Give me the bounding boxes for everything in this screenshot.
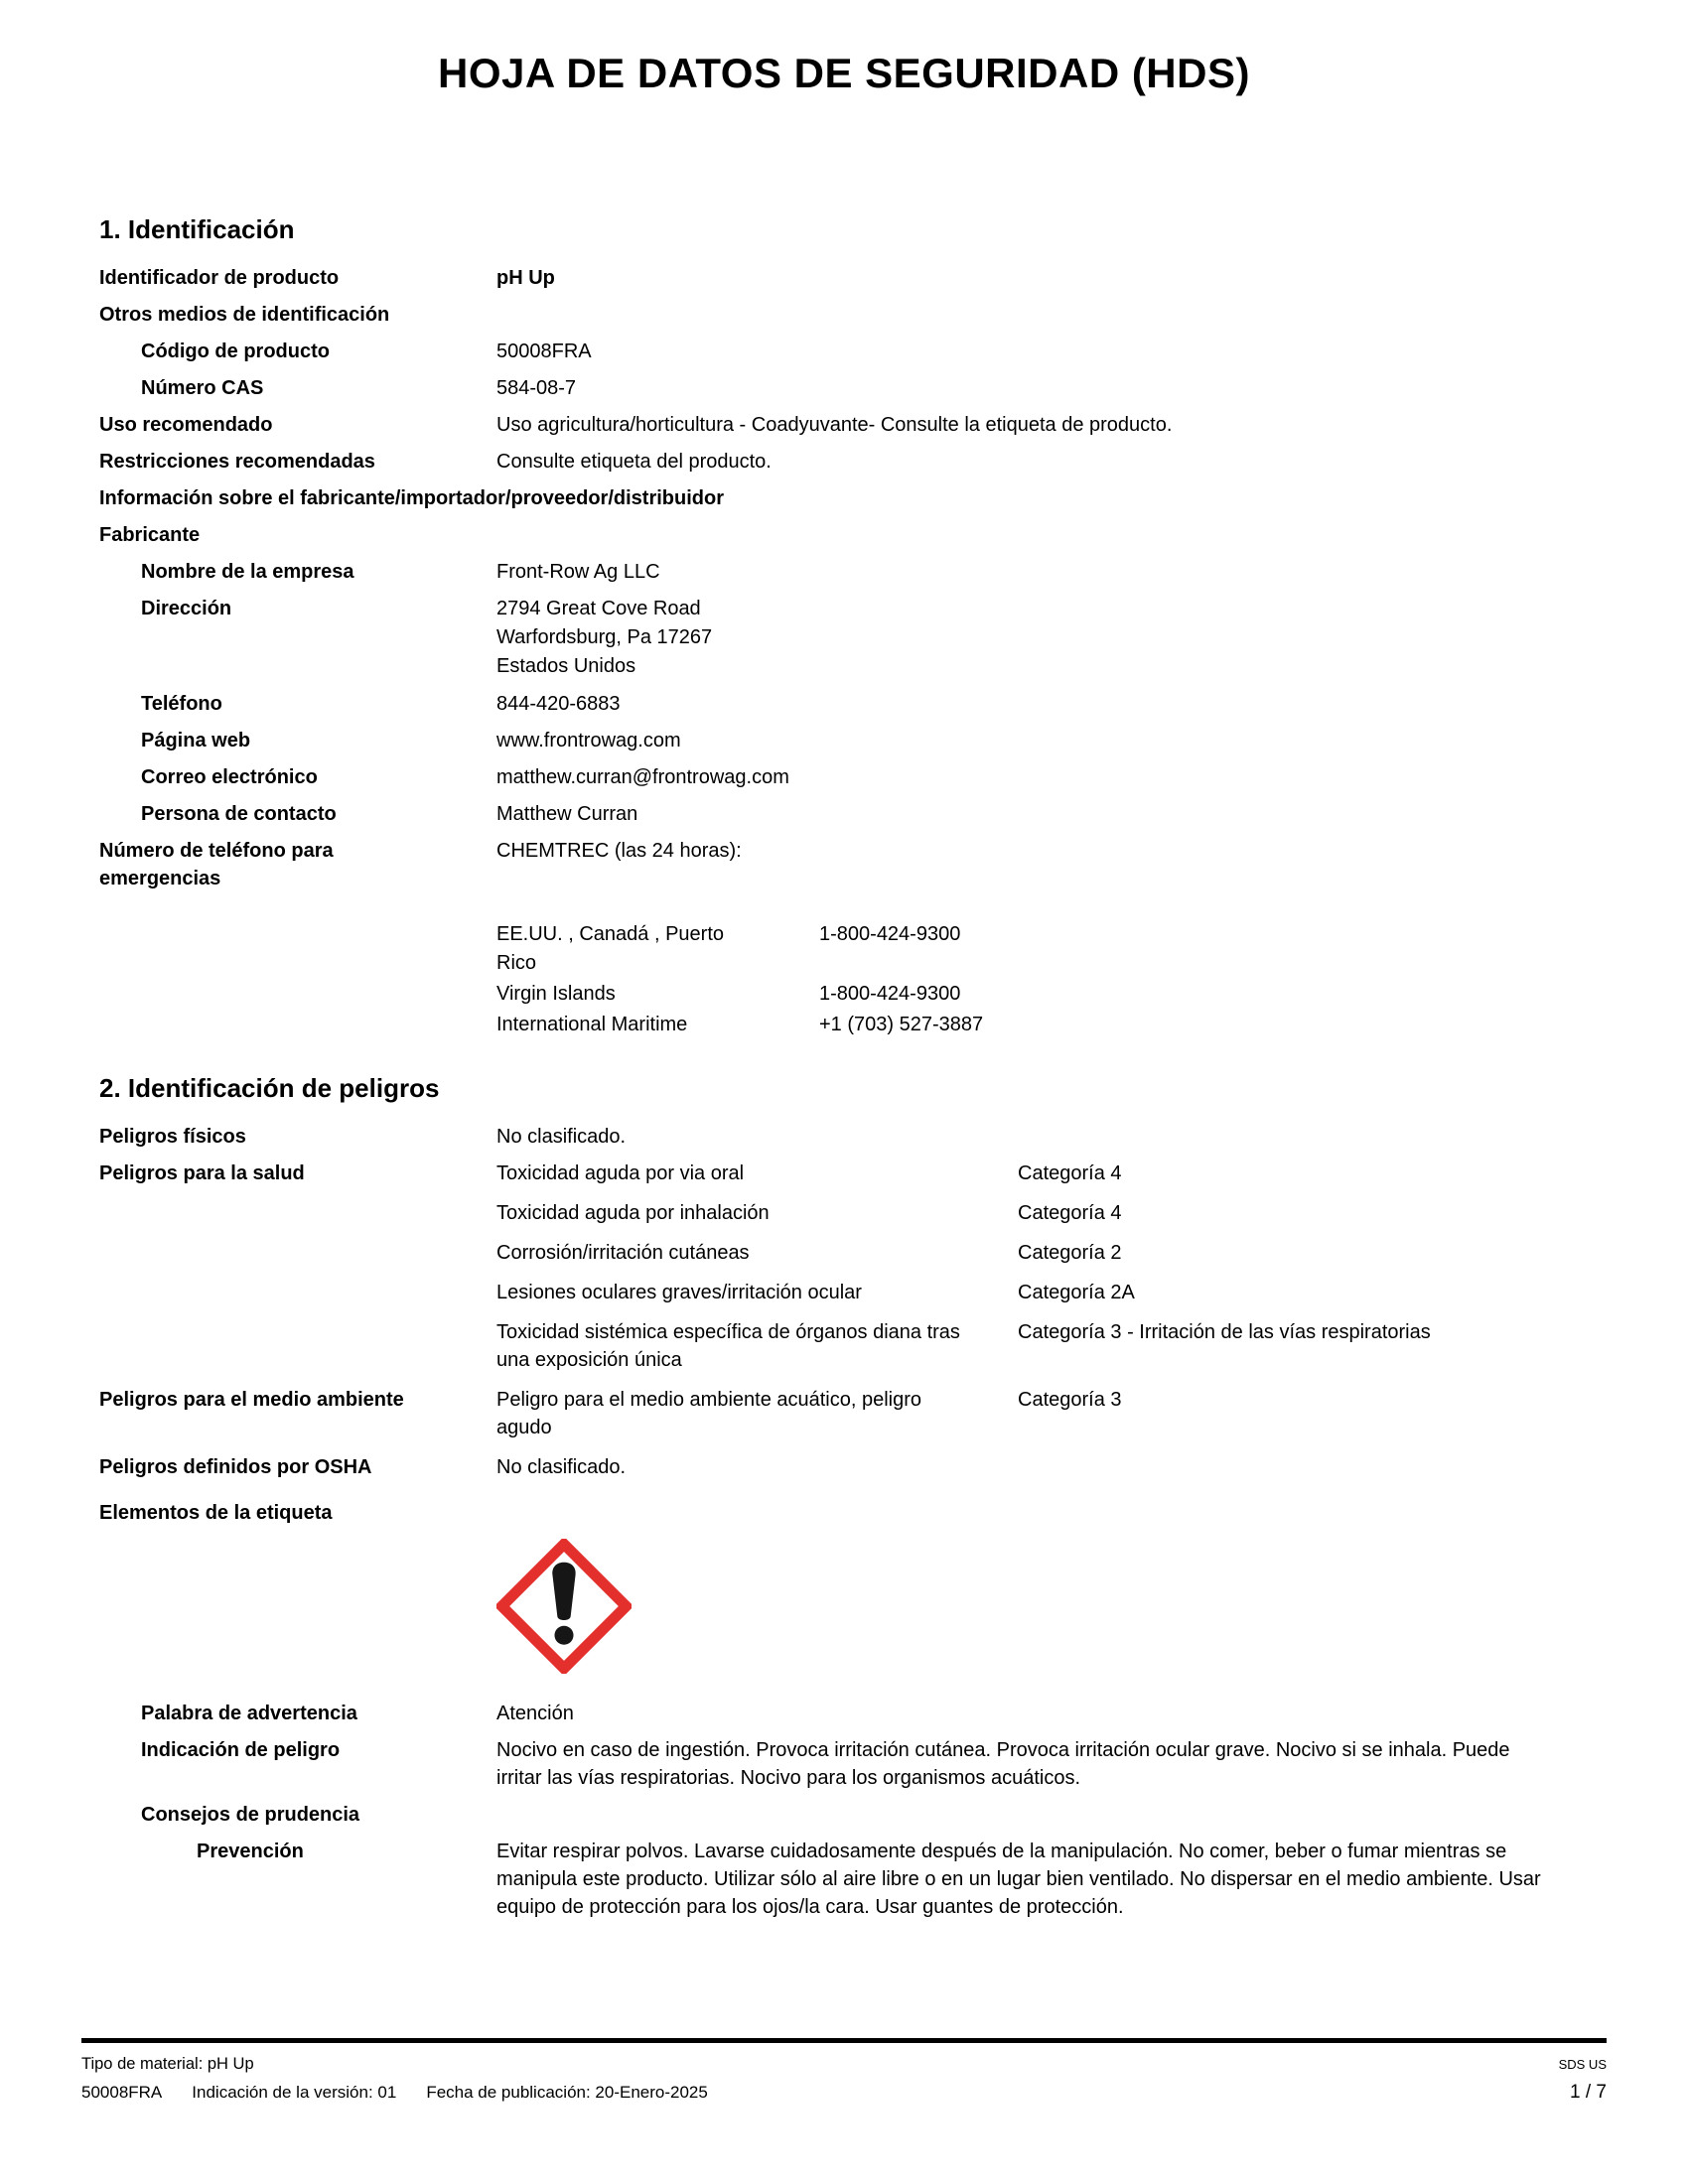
hazard-category: Categoría 4 [1018, 1202, 1122, 1224]
physical-hazards-row [99, 1123, 1589, 1151]
material-type: Tipo de material: pH Up [81, 2055, 254, 2073]
field-label: Persona de contacto [141, 803, 337, 825]
sds-region: SDS US [1558, 2057, 1607, 2072]
hazard-category: Categoría 4 [1018, 1162, 1122, 1184]
field-label: Restricciones recomendadas [99, 451, 375, 473]
ghs07-exclamation-mark-icon [496, 1539, 632, 1674]
emergency-region: International Maritime [496, 1014, 688, 1035]
hazard-statement-row [99, 1736, 1589, 1792]
restrictions-value: Consulte etiqueta del producto. [496, 451, 772, 473]
field-label: Peligros físicos [99, 1126, 246, 1148]
footer-version: Indicación de la versión: 01 [192, 2083, 397, 2102]
contact-person-row [99, 800, 1589, 828]
emergency-number: 1-800-424-9300 [819, 923, 961, 945]
page-footer [81, 2038, 1607, 2104]
emergency-number: +1 (703) 527-3887 [819, 1014, 984, 1035]
emergency-entry [496, 980, 1589, 1009]
cas-number-value: 584-08-7 [496, 377, 577, 399]
address-line: Estados Unidos [496, 655, 636, 677]
exclamation-dot [554, 1626, 573, 1645]
field-label: Correo electrónico [141, 766, 318, 788]
health-hazard-row [99, 1199, 1589, 1227]
field-label: Código de producto [141, 341, 330, 362]
section-2-heading: 2. Identificación de peligros [99, 1073, 440, 1103]
precautionary-group-label: Consejos de prudencia [141, 1804, 360, 1826]
health-hazard-row [99, 1279, 1589, 1306]
page-title: HOJA DE DATOS DE SEGURIDAD (HDS) [438, 50, 1250, 96]
hazard-category: Categoría 2A [1018, 1282, 1135, 1303]
field-label: Indicación de peligro [141, 1739, 341, 1761]
product-identifier-value: pH Up [496, 267, 555, 289]
address-line: Warfordsburg, Pa 17267 [496, 626, 713, 648]
prevention-row [99, 1838, 1589, 1921]
field-label: Peligros para la salud [99, 1162, 305, 1184]
pictogram-row [99, 1539, 1589, 1674]
website-value: www.frontrowag.com [496, 730, 681, 751]
restrictions-row [99, 448, 1589, 476]
address-row [99, 595, 1589, 681]
footer-rule [81, 2038, 1607, 2043]
recommended-use-row [99, 411, 1589, 439]
field-label: Palabra de advertencia [141, 1703, 357, 1724]
prevention-value: Evitar respirar polvos. Lavarse cuidadosamente después de la manipulación. No comer, beber o fumar mientras se manipula este producto. Utilizar sólo al aire libre o en un lugar bien ventilado. No dispersar en el medio ambiente. Usar equipo de protección para los ojos/la cara. Usar guantes de protección. [496, 1841, 1541, 1918]
environmental-hazard-row [99, 1386, 1589, 1441]
field-label: Peligros definidos por OSHA [99, 1456, 372, 1478]
emergency-phone-value: CHEMTREC (las 24 horas): [496, 840, 742, 862]
emergency-region: Virgin Islands [496, 983, 616, 1005]
company-name-row [99, 558, 1589, 586]
emergency-phone-entries [496, 920, 1589, 1039]
emergency-region: EE.UU. , Canadá , Puerto Rico [496, 923, 725, 974]
cas-number-row [99, 374, 1589, 402]
section-1-heading: 1. Identificación [99, 214, 295, 244]
signal-word-value: Atención [496, 1703, 574, 1724]
field-label: Nombre de la empresa [141, 561, 354, 583]
osha-hazards-row [99, 1453, 1589, 1481]
physical-hazards-value: No clasificado. [496, 1126, 627, 1148]
field-label: Página web [141, 730, 251, 751]
section-hazards [99, 1073, 1589, 1921]
hazard-category: Categoría 3 - Irritación de las vías respiratorias [1018, 1321, 1431, 1343]
field-label: Teléfono [141, 693, 222, 715]
company-name-value: Front-Row Ag LLC [496, 561, 660, 583]
hazard-category: Categoría 2 [1018, 1242, 1122, 1264]
signal-word-row [99, 1700, 1589, 1727]
hazard-class: Corrosión/irritación cutáneas [496, 1242, 750, 1264]
phone-value: 844-420-6883 [496, 693, 621, 715]
field-label: Uso recomendado [99, 414, 273, 436]
footer-publication-date: Fecha de publicación: 20-Enero-2025 [426, 2083, 708, 2102]
footer-meta [81, 2082, 708, 2104]
email-value: matthew.curran@frontrowag.com [496, 766, 789, 788]
footer-line-1 [81, 2054, 1607, 2075]
footer-product-code: 50008FRA [81, 2083, 163, 2102]
label-elements-group-label: Elementos de la etiqueta [99, 1502, 333, 1524]
field-label: Identificador de producto [99, 267, 340, 289]
hazard-class: Toxicidad sistémica específica de órganos diana tras una exposición única [496, 1321, 960, 1371]
page-number: 1 / 7 [1570, 2082, 1607, 2103]
field-label: Peligros para el medio ambiente [99, 1389, 404, 1411]
recommended-use-value: Uso agricultura/horticultura - Coadyuvante- Consulte la etiqueta de producto. [496, 414, 1173, 436]
other-id-group-label: Otros medios de identificación [99, 304, 390, 326]
emergency-phone-row [99, 837, 1589, 892]
field-label: Número de teléfono para emergencias [99, 840, 334, 889]
emergency-entry [496, 1011, 1589, 1039]
field-label: Dirección [141, 598, 232, 619]
emergency-number: 1-800-424-9300 [819, 983, 961, 1005]
emergency-entry [496, 920, 1589, 978]
address-line: 2794 Great Cove Road [496, 598, 701, 619]
hazard-category: Categoría 3 [1018, 1389, 1122, 1411]
health-hazard-row [99, 1239, 1589, 1267]
website-row [99, 727, 1589, 754]
phone-row [99, 690, 1589, 718]
footer-line-2 [81, 2082, 1607, 2104]
health-hazard-row [99, 1318, 1589, 1374]
health-hazard-row [99, 1160, 1589, 1187]
field-label: Prevención [197, 1841, 304, 1862]
document-content [99, 0, 1589, 1930]
product-code-row [99, 338, 1589, 365]
address-value [496, 595, 1549, 681]
email-row [99, 763, 1589, 791]
hazard-class: Peligro para el medio ambiente acuático, peligro agudo [496, 1389, 922, 1438]
hazard-class: Toxicidad aguda por inhalación [496, 1202, 770, 1224]
field-label: Número CAS [141, 377, 264, 399]
hazard-class: Toxicidad aguda por via oral [496, 1162, 745, 1184]
contact-person-value: Matthew Curran [496, 803, 638, 825]
product-code-value: 50008FRA [496, 341, 592, 362]
manufacturer-group-label: Fabricante [99, 524, 201, 546]
section-identification [99, 214, 1589, 1039]
hazard-class: Lesiones oculares graves/irritación ocular [496, 1282, 862, 1303]
hazard-statement-value: Nocivo en caso de ingestión. Provoca irritación cutánea. Provoca irritación ocular grave. Nocivo si se inhala. Puede irritar las vías respiratorias. Nocivo para los organismos acuáticos. [496, 1739, 1510, 1789]
osha-hazards-value: No clasificado. [496, 1456, 627, 1478]
supplier-info-group-label: Información sobre el fabricante/importador/proveedor/distribuidor [99, 487, 724, 509]
product-identifier-row [99, 264, 1589, 292]
